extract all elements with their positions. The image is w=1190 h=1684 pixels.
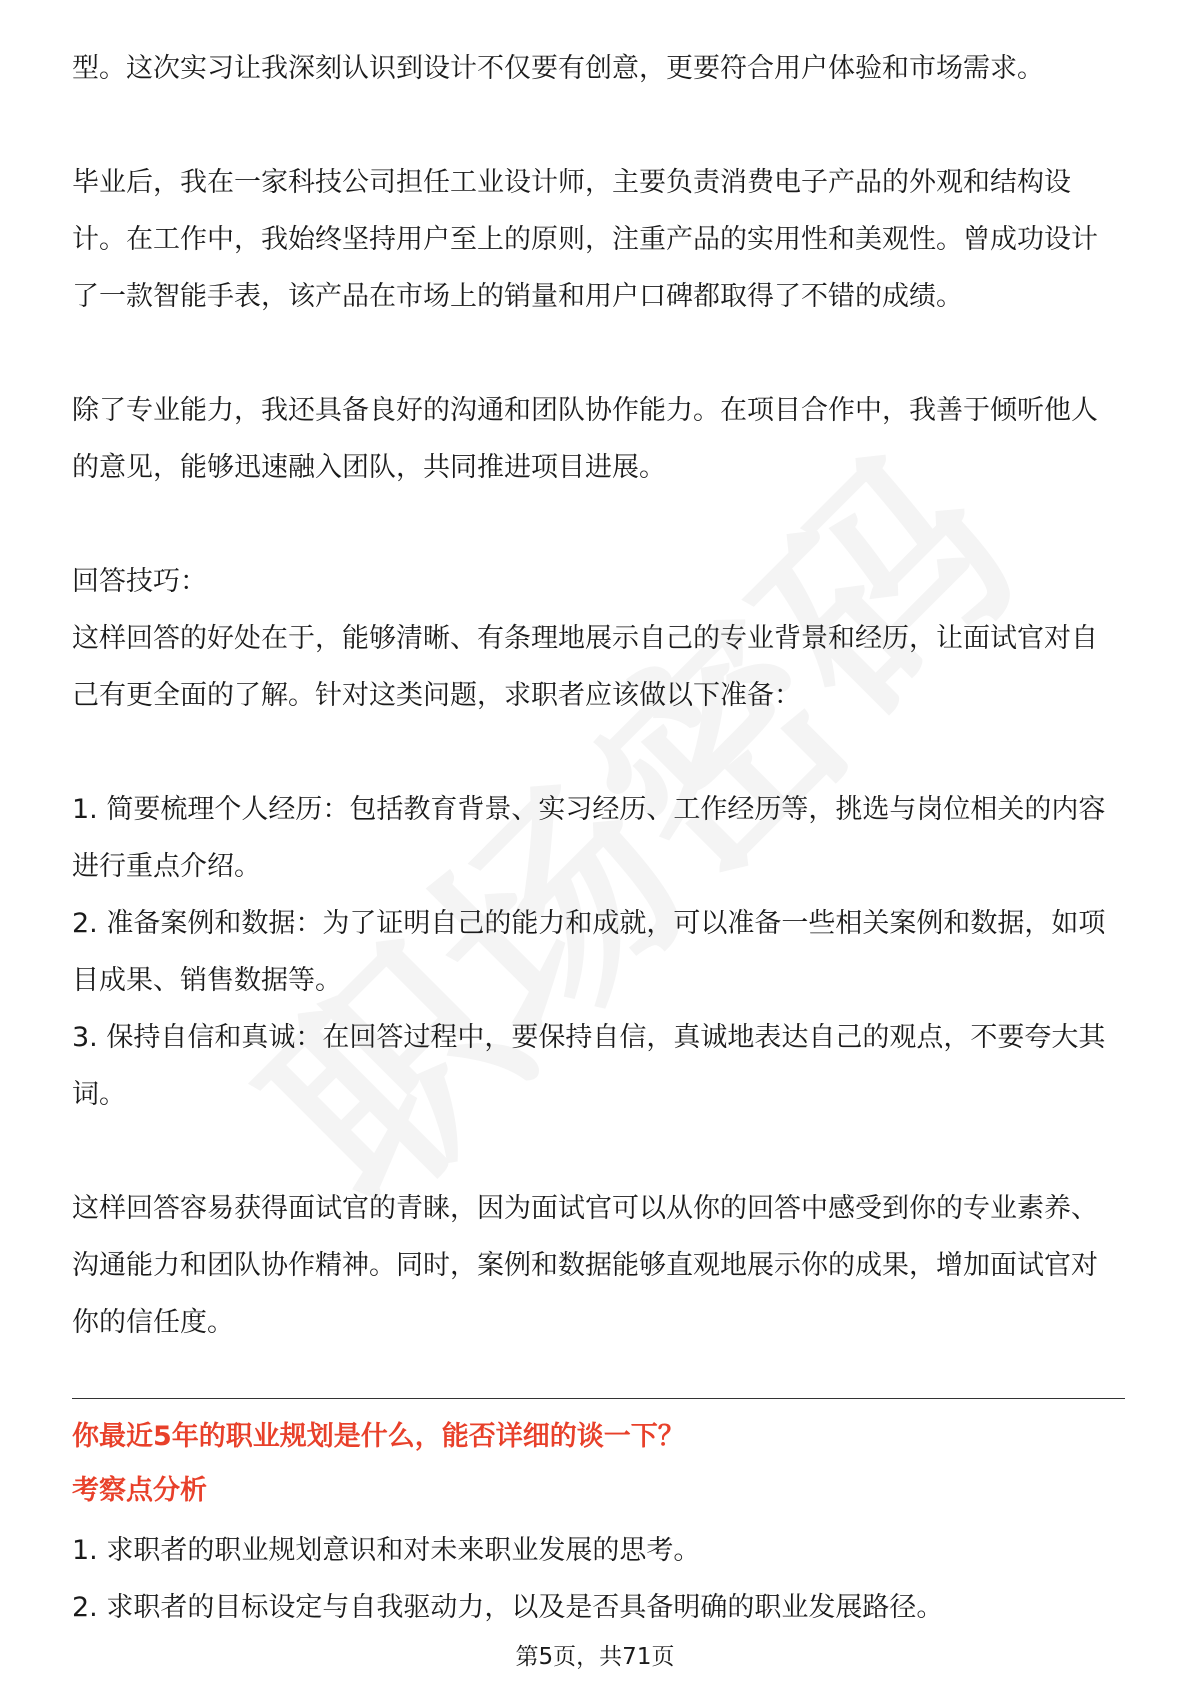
tip-item-3: 3. 保持自信和真诚：在回答过程中，要保持自信，真诚地表达自己的观点，不要夸大其词。 bbox=[72, 1022, 1106, 1110]
paragraph-soft-skills: 除了专业能力，我还具备良好的沟通和团队协作能力。在项目合作中，我善于倾听他人的意见，能够迅速融入团队，共同推进项目进展。 bbox=[72, 395, 1098, 483]
paragraph-internship-ending: 型。这次实习让我深刻认识到设计不仅要有创意，更要符合用户体验和市场需求。 bbox=[72, 53, 1044, 84]
paragraph-gap bbox=[72, 325, 1122, 382]
analysis-list bbox=[72, 1522, 1122, 1636]
section-divider bbox=[72, 1398, 1125, 1399]
answer-tips-heading: 回答技巧： bbox=[72, 566, 207, 597]
tip-item-2: 2. 准备案例和数据：为了证明自己的能力和成就，可以准备一些相关案例和数据，如项目成果、销售数据等。 bbox=[72, 908, 1106, 996]
paragraph-gap bbox=[72, 1123, 1122, 1180]
paragraph-gap bbox=[72, 724, 1122, 781]
document-body bbox=[72, 40, 1122, 1351]
paragraph-gap bbox=[72, 496, 1122, 553]
tip-item-1: 1. 简要梳理个人经历：包括教育背景、实习经历、工作经历等，挑选与岗位相关的内容进行重点介绍。 bbox=[72, 794, 1106, 882]
analysis-item-2: 2. 求职者的目标设定与自我驱动力，以及是否具备明确的职业发展路径。 bbox=[72, 1592, 944, 1623]
question-title: 你最近5年的职业规划是什么，能否详细的谈一下？ bbox=[72, 1421, 685, 1452]
paragraph-summary: 这样回答容易获得面试官的青睐，因为面试官可以从你的回答中感受到你的专业素养、沟通能力和团队协作精神。同时，案例和数据能够直观地展示你的成果，增加面试官对你的信任度。 bbox=[72, 1193, 1098, 1338]
analysis-heading: 考察点分析 bbox=[72, 1475, 207, 1506]
paragraph-answer-benefit: 这样回答的好处在于，能够清晰、有条理地展示自己的专业背景和经历，让面试官对自己有更全面的了解。针对这类问题，求职者应该做以下准备： bbox=[72, 623, 1098, 711]
analysis-item-1: 1. 求职者的职业规划意识和对未来职业发展的思考。 bbox=[72, 1535, 701, 1566]
page-footer: 第5页，共71页 bbox=[515, 1644, 675, 1670]
paragraph-gap bbox=[72, 97, 1122, 154]
paragraph-work-experience: 毕业后，我在一家科技公司担任工业设计师，主要负责消费电子产品的外观和结构设计。在工作中，我始终坚持用户至上的原则，注重产品的实用性和美观性。曾成功设计了一款智能手表，该产品在市场上的销量和用户口碑都取得了不错的成绩。 bbox=[72, 167, 1098, 312]
